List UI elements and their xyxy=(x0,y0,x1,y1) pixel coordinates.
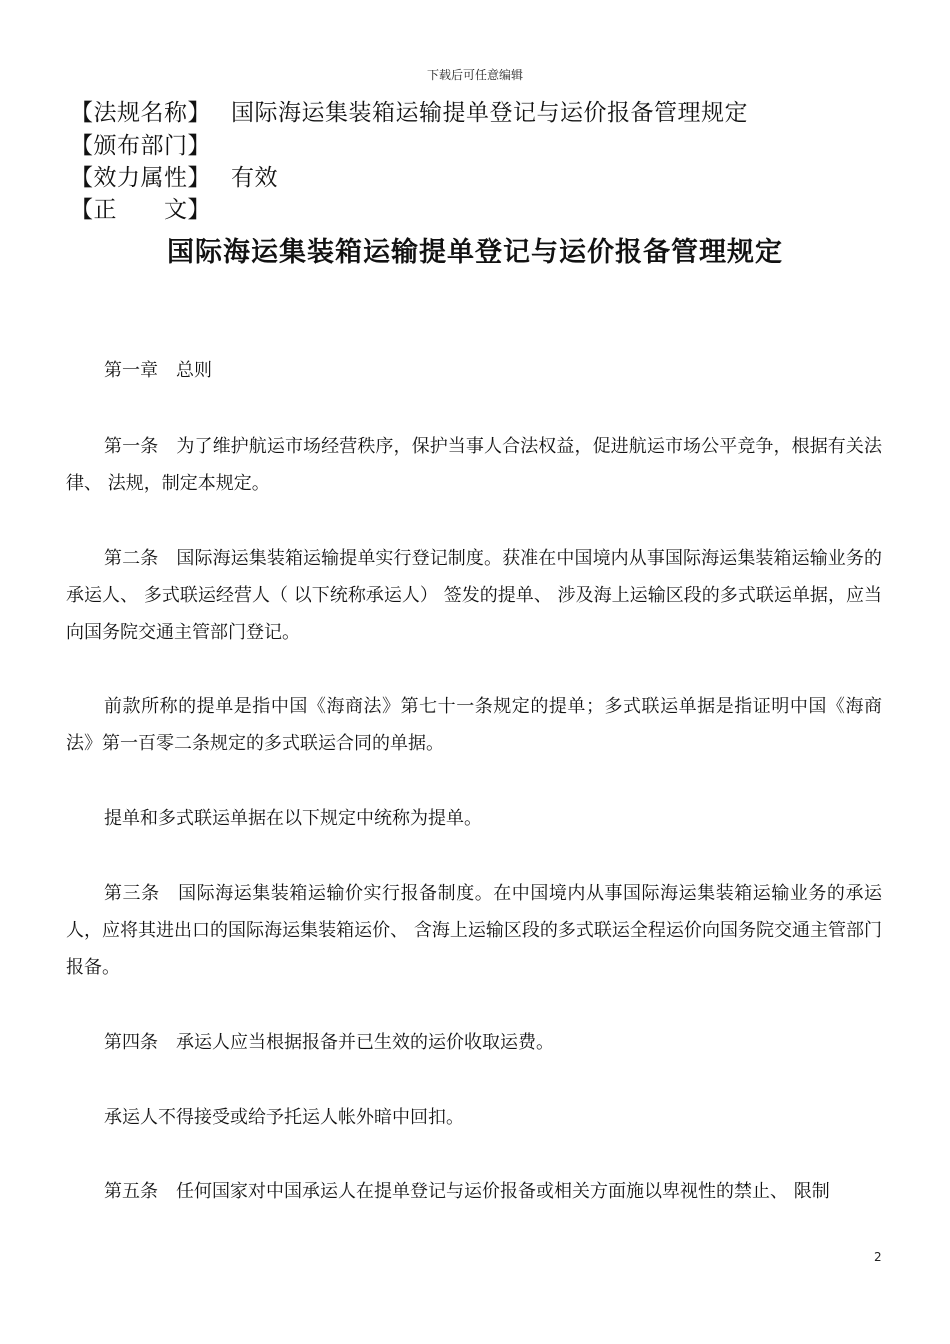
meta-body-label-text: 【正 文】 xyxy=(70,197,211,223)
meta-status-label: 【效力属性】 xyxy=(70,165,211,191)
meta-validity-status xyxy=(70,159,278,192)
paragraph-article-1: 第一条 为了维护航运市场经营秩序，保护当事人合法权益，促进航运市场公平竞争，根据有关法律、 法规，制定本规定。 xyxy=(66,436,882,494)
meta-status-value: 有效 xyxy=(231,165,278,191)
meta-name-value: 国际海运集装箱运输提单登记与运价报备管理规定 xyxy=(231,100,748,126)
paragraph-rebate-rule: 承运人不得接受或给予托运人帐外暗中回扣。 xyxy=(104,1107,464,1128)
paragraph-bill-definition: 前款所称的提单是指中国《海商法》第七十一条规定的提单；多式联运单据是指证明中国《海商法》第一百零二条规定的多式联运合同的单据。 xyxy=(66,696,882,754)
document-title: 国际海运集装箱运输提单登记与运价报备管理规定 xyxy=(167,237,783,268)
header-note: 下载后可任意编辑 xyxy=(426,68,523,82)
page-number: 2 xyxy=(874,1250,882,1264)
paragraph-article-3: 第三条 国际海运集装箱运输价实行报备制度。在中国境内从事国际海运集装箱运输业务的承运人，应将其进出口的国际海运集装箱运价、 含海上运输区段的多式联运全程运价向国务院交通主管部门报备。 xyxy=(66,883,882,978)
meta-name-label: 【法规名称】 xyxy=(70,100,211,126)
paragraph-chapter-heading: 第一章 总则 xyxy=(104,360,212,381)
paragraph-article-5: 第五条 任何国家对中国承运人在提单登记与运价报备或相关方面施以卑视性的禁止、 限制 xyxy=(104,1181,830,1202)
meta-issuing-department xyxy=(70,127,211,160)
paragraph-article-2: 第二条 国际海运集装箱运输提单实行登记制度。获准在中国境内从事国际海运集装箱运输业务的承运人、 多式联运经营人（ 以下统称承运人） 签发的提单、 涉及海上运输区段的多式联运单据，应当向国务院交通主管部门登记。 xyxy=(66,548,882,643)
paragraph-article-4: 第四条 承运人应当根据报备并已生效的运价收取运费。 xyxy=(104,1032,554,1053)
meta-dept-label: 【颁布部门】 xyxy=(70,133,211,159)
meta-body-label xyxy=(70,191,211,224)
paragraph-bill-naming: 提单和多式联运单据在以下规定中统称为提单。 xyxy=(104,808,482,829)
meta-regulation-name xyxy=(70,94,748,127)
